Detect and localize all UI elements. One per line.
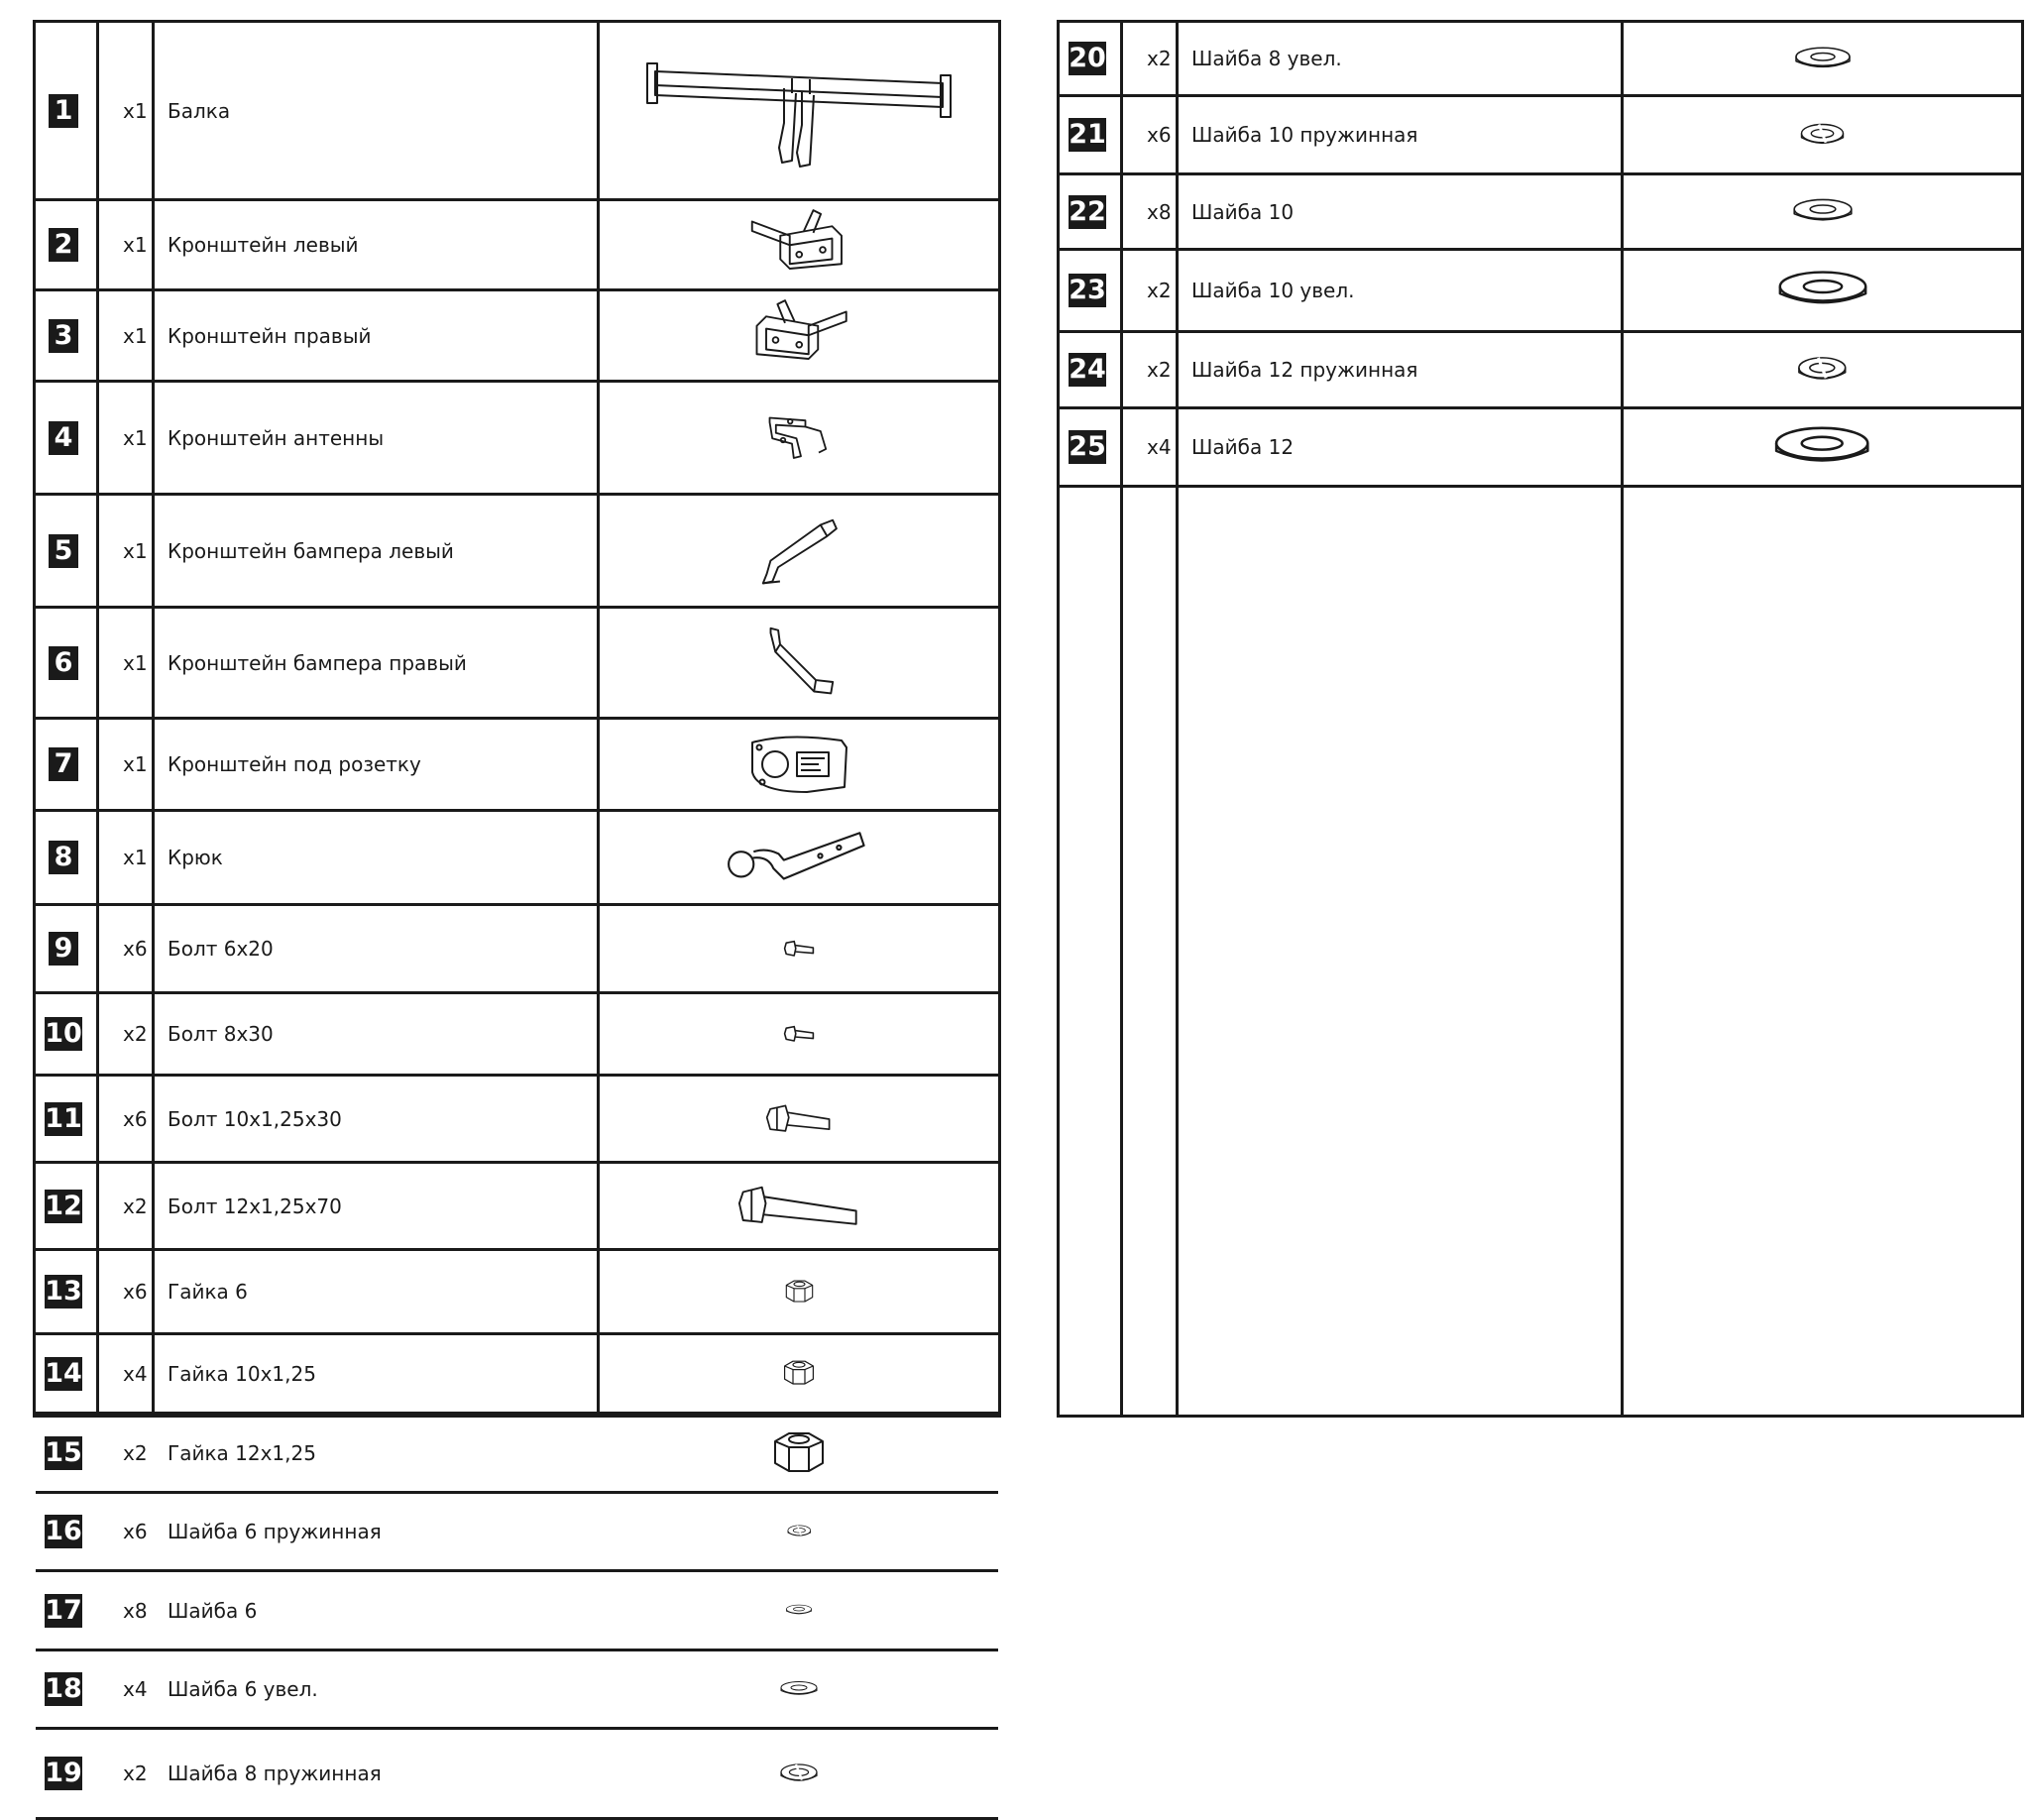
part-quantity: x6: [123, 937, 148, 961]
flat-washer-icon: [1775, 269, 1870, 311]
part-name: Кронштейн бампера правый: [168, 650, 467, 675]
part-row: [36, 1730, 998, 1820]
part-row: [36, 1651, 998, 1730]
part-number: 15: [45, 1436, 82, 1468]
part-row: [1060, 409, 2021, 488]
part-row: [36, 383, 998, 496]
part-number: 2: [49, 228, 78, 262]
part-row: [36, 1164, 998, 1251]
part-name: Шайба 12 пружинная: [1191, 358, 1418, 382]
part-name: Гайка 6: [168, 1280, 248, 1304]
part-quantity: x2: [123, 1194, 148, 1218]
part-number: 18: [45, 1673, 82, 1704]
part-quantity: x2: [123, 1022, 148, 1046]
part-illustration: [1624, 175, 2021, 248]
part-row: [36, 201, 998, 291]
part-illustration: [600, 720, 998, 809]
part-row: [36, 1335, 998, 1415]
part-quantity: x6: [123, 1280, 148, 1304]
part-illustration: [600, 383, 998, 493]
spring-washer-icon: [1795, 354, 1850, 385]
part-name: Кронштейн левый: [168, 233, 359, 257]
nut-medium-icon: [781, 1360, 817, 1386]
part-number: 6: [49, 646, 78, 680]
part-illustration: [600, 1164, 998, 1248]
part-row: [36, 1415, 998, 1494]
part-name: Шайба 6 пружинная: [168, 1520, 382, 1543]
part-row: [36, 994, 998, 1077]
part-quantity: x2: [123, 1762, 148, 1785]
part-row: [1060, 333, 2021, 409]
part-number: 22: [1069, 195, 1106, 227]
part-number: 17: [45, 1594, 82, 1626]
parts-table-left: [33, 20, 1001, 1788]
part-quantity: x1: [123, 425, 148, 450]
part-illustration: [600, 1572, 998, 1649]
bolt-small-icon: [783, 1025, 815, 1043]
part-name: Шайба 8 пружинная: [168, 1762, 382, 1785]
part-name: Шайба 6: [168, 1598, 258, 1623]
part-number: 11: [45, 1102, 82, 1134]
flat-washer-icon: [1793, 46, 1853, 72]
part-name: Болт 10х1,25х30: [168, 1106, 342, 1131]
part-number: 24: [1069, 354, 1106, 385]
part-row: [36, 906, 998, 994]
nut-small-icon: [783, 1280, 816, 1304]
part-row: [36, 23, 998, 201]
bracket-left-icon: [747, 212, 851, 279]
part-illustration: [600, 496, 998, 606]
part-quantity: x1: [123, 323, 148, 348]
part-number: 23: [1069, 275, 1106, 305]
tow-hook-icon: [727, 827, 872, 889]
part-number: 5: [49, 534, 78, 568]
part-illustration: [600, 1077, 998, 1161]
part-name: Балка: [168, 98, 231, 123]
part-number: 8: [49, 841, 78, 874]
part-illustration: [600, 1415, 998, 1491]
part-name: Шайба 10: [1191, 199, 1295, 224]
beam-icon: [645, 54, 953, 168]
part-illustration: [600, 1251, 998, 1332]
part-number: 21: [1069, 119, 1106, 150]
part-number: 9: [49, 932, 78, 966]
part-number: 16: [45, 1516, 82, 1546]
part-name: Крюк: [168, 846, 223, 869]
part-quantity: x6: [123, 1106, 148, 1131]
part-number: 20: [1069, 43, 1106, 73]
part-illustration: [1624, 409, 2021, 485]
part-quantity: x4: [1147, 435, 1172, 459]
part-name: Гайка 12х1,25: [168, 1440, 316, 1465]
part-row: [1060, 251, 2021, 333]
part-quantity: x1: [123, 650, 148, 675]
antenna-bracket-icon: [765, 413, 833, 463]
part-quantity: x2: [123, 1440, 148, 1465]
bolt-small-icon: [783, 940, 815, 958]
nut-large-icon: [769, 1431, 829, 1475]
flat-washer-icon: [1771, 424, 1872, 470]
part-illustration: [600, 812, 998, 903]
bracket-right-icon: [747, 302, 851, 369]
part-row: [36, 496, 998, 609]
part-row: [1060, 175, 2021, 251]
part-name: Кронштейн под розетку: [168, 752, 421, 776]
part-illustration: [600, 23, 998, 198]
part-illustration: [600, 291, 998, 380]
part-number: 13: [45, 1276, 82, 1307]
part-name: Кронштейн правый: [168, 323, 372, 348]
part-quantity: x6: [123, 1520, 148, 1543]
bumper-bracket-left-icon: [759, 515, 840, 586]
part-name: Шайба 12: [1191, 435, 1295, 459]
spring-washer-icon: [778, 1762, 820, 1785]
part-row: [36, 1572, 998, 1651]
part-row: [1060, 97, 2021, 175]
part-name: Кронштейн бампера левый: [168, 538, 454, 563]
part-number: 12: [45, 1190, 82, 1221]
part-row: [36, 291, 998, 383]
part-quantity: x8: [123, 1598, 148, 1623]
part-quantity: x6: [1147, 123, 1172, 147]
parts-table-right: [1057, 20, 2024, 1418]
part-quantity: x4: [123, 1361, 148, 1386]
spring-washer-icon: [1798, 121, 1847, 149]
part-quantity: x2: [1147, 358, 1172, 382]
part-illustration: [600, 201, 998, 288]
part-row: [36, 1077, 998, 1164]
part-name: Болт 6х20: [168, 937, 274, 961]
part-number: 10: [45, 1018, 82, 1049]
part-illustration: [1624, 23, 2021, 94]
bolt-long-icon: [737, 1183, 860, 1230]
part-illustration: [600, 1335, 998, 1412]
part-number: 19: [45, 1758, 82, 1788]
part-name: Шайба 10 увел.: [1191, 279, 1355, 302]
part-number: 7: [49, 747, 78, 781]
socket-bracket-icon: [747, 733, 851, 797]
part-illustration: [1624, 333, 2021, 406]
part-quantity: x1: [123, 752, 148, 776]
part-illustration: [1624, 251, 2021, 330]
part-row: [36, 1494, 998, 1572]
part-name: Кронштейн антенны: [168, 425, 385, 450]
part-quantity: x1: [123, 846, 148, 869]
spring-washer-icon: [786, 1524, 813, 1538]
bumper-bracket-right-icon: [761, 626, 837, 701]
part-illustration: [600, 1730, 998, 1817]
flat-washer-icon: [1791, 197, 1855, 226]
part-row: [36, 609, 998, 720]
part-illustration: [1624, 97, 2021, 172]
part-illustration: [600, 1494, 998, 1569]
part-quantity: x2: [1147, 279, 1172, 302]
part-quantity: x4: [123, 1677, 148, 1701]
part-illustration: [600, 994, 998, 1074]
part-name: Шайба 10 пружинная: [1191, 123, 1418, 147]
part-name: Болт 12х1,25х70: [168, 1194, 342, 1218]
part-row: [36, 1251, 998, 1335]
part-name: Гайка 10х1,25: [168, 1361, 316, 1386]
part-number: 1: [49, 94, 78, 128]
flat-washer-icon: [779, 1680, 819, 1698]
part-illustration: [600, 609, 998, 717]
part-name: Шайба 6 увел.: [168, 1677, 318, 1701]
flat-washer-icon: [785, 1604, 813, 1617]
part-number: 3: [49, 319, 78, 353]
bolt-medium-icon: [765, 1102, 833, 1136]
part-quantity: x2: [1147, 47, 1172, 70]
part-quantity: x1: [123, 98, 148, 123]
part-quantity: x1: [123, 538, 148, 563]
part-number: 25: [1069, 431, 1106, 462]
part-name: Болт 8х30: [168, 1022, 274, 1046]
part-row: [36, 720, 998, 812]
part-quantity: x1: [123, 233, 148, 257]
part-row: [36, 812, 998, 906]
part-row: [1060, 23, 2021, 97]
part-illustration: [600, 1651, 998, 1727]
part-name: Шайба 8 увел.: [1191, 47, 1342, 70]
part-number: 4: [49, 421, 78, 455]
part-number: 14: [45, 1357, 82, 1389]
part-illustration: [600, 906, 998, 991]
part-quantity: x8: [1147, 199, 1172, 224]
